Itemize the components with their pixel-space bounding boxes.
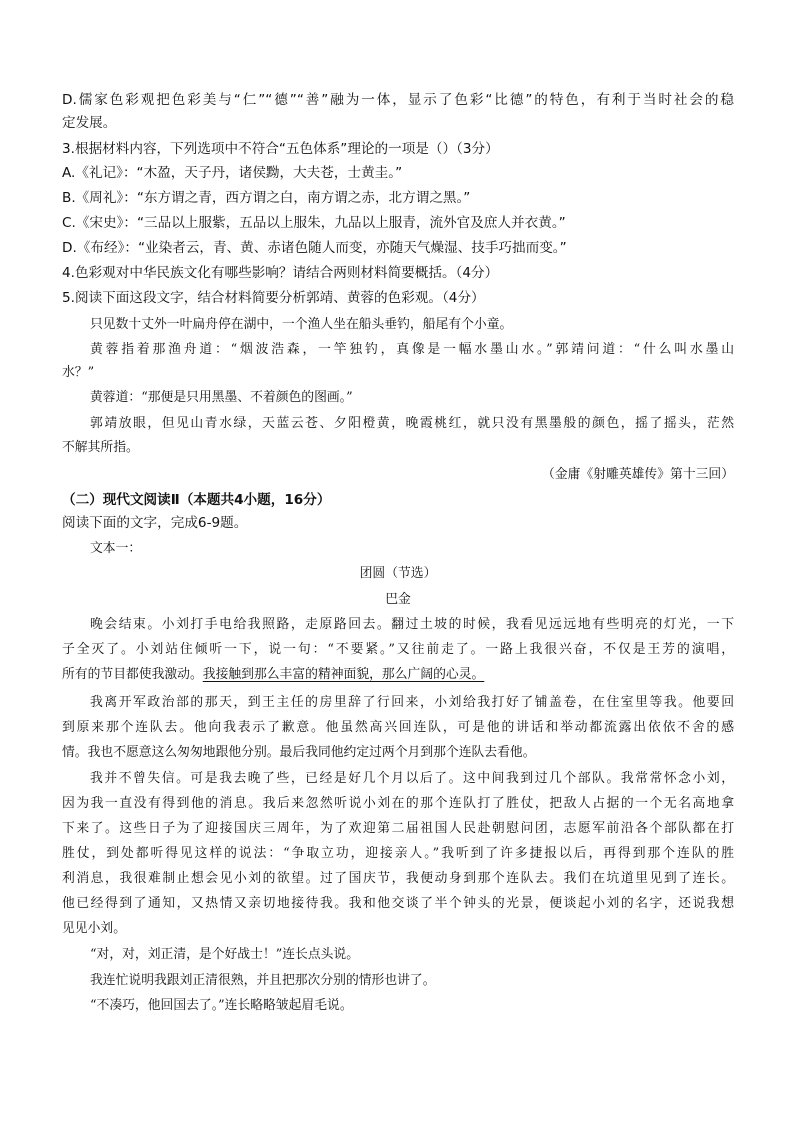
paragraph-3-line: 因为我一直没有得到他的消息。我后来忽然听说小刘在的那个连队打了胜仗，把敌人占据的一个无名高地拿 bbox=[62, 796, 734, 811]
paragraph-3-line: 胜仗，到处都听得见这样的说法：“争取立功，迎接亲人。”我听到了许多捷报以后，再得到那个连队的胜 bbox=[62, 846, 734, 861]
story-title: 团圆（节选） bbox=[359, 566, 437, 581]
question-5: 5.阅读下面这段文字，结合材料简要分析郭靖、黄蓉的色彩观。（4分） bbox=[62, 290, 485, 306]
excerpt-line: 水？” bbox=[62, 365, 95, 380]
paragraph-1-line: 晚会结束。小刘打手电给我照路，走原路回去。翻过土坡的时候，我看见远远地有些明亮的灯光，一下 bbox=[90, 617, 734, 632]
paragraph-2-line: 我离开军政治部的那天，到王主任的房里辞了行回来，小刘给我打好了铺盖卷，在住室里等我。他要回 bbox=[90, 695, 734, 710]
underlined-sentence: 我接触到那么丰富的精神面貌，那么广阔的心灵。 bbox=[202, 667, 485, 682]
excerpt-line: 黄蓉道：“那便是只用黑墨、不着颜色的图画。” bbox=[90, 390, 353, 405]
text-label: 文本一： bbox=[90, 541, 142, 556]
paragraph-3-line: 我并不曾失信。可是我去晚了些，已经是好几个月以后了。这中间我到过几个部队。我常常怀念小刘， bbox=[90, 771, 734, 786]
dialog-line: “不凑巧，他回国去了。”连长略略皱起眉毛说。 bbox=[90, 998, 353, 1013]
paragraph-3-line: 下来了。这些日子为了迎接国庆三周年，为了欢迎第二届祖国人民赴朝慰问团，志愿军前沿各个部队都在打 bbox=[62, 821, 734, 836]
paragraph-1-text: 所有的节目都使我激动。 bbox=[62, 667, 203, 682]
question-3-option-b: B.《周礼》：“东方谓之青，西方谓之白，南方谓之赤，北方谓之黑。” bbox=[62, 190, 471, 206]
paragraph-1-line bbox=[62, 664, 734, 686]
question-3-option-c: C.《宋史》：“三品以上服紫，五品以上服朱，九品以上服青，流外官及庶人并衣黄。” bbox=[62, 215, 566, 231]
question-3-option-d: D.《布经》：“业染者云，青、黄、赤诸色随人而变，亦随天气燥湿、技手巧拙而变。” bbox=[62, 240, 567, 256]
option-d-line2: 定发展。 bbox=[62, 115, 117, 131]
option-d-line1: D.儒家色彩观把色彩美与“仁”“德”“善”融为一体，显示了色彩“比德”的特色，有利于当时社会的稳 bbox=[62, 92, 734, 108]
question-3-option-a: A.《礼记》：“木盈，天子丹，诸侯黝，大夫苍，士黄圭。” bbox=[62, 165, 403, 181]
dialog-line: “对，对，刘正清，是个好战士！”连长点头说。 bbox=[90, 947, 360, 962]
section-title: （二）现代文阅读Ⅱ（本题共4小题，16分） bbox=[62, 492, 331, 508]
paragraph-2-line: 情。我也不愿意这么匆匆地跟他分别。最后我同他约定过两个月到那个连队去看他。 bbox=[62, 745, 536, 760]
excerpt-line: 不解其所指。 bbox=[62, 440, 139, 455]
question-4: 4.色彩观对中华民族文化有哪些影响？请结合两则材料简要概括。（4分） bbox=[62, 265, 499, 281]
question-3: 3.根据材料内容，下列选项中不符合“五色体系”理论的一项是（）（3分） bbox=[62, 141, 499, 157]
paragraph-2-line: 到原来那个连队去。他向我表示了歉意。他虽然高兴回连队，可是他的讲话和举动都流露出依依不舍的感 bbox=[62, 720, 734, 735]
dialog-line: 我连忙说明我跟刘正清很熟，并且把那次分别的情形也讲了。 bbox=[90, 973, 436, 988]
reading-instruction: 阅读下面的文字，完成6-9题。 bbox=[62, 515, 248, 531]
excerpt-line: 黄蓉指着那渔舟道：“烟波浩森，一竿独钓，真像是一幅水墨山水。”郭靖问道：“什么叫水墨山 bbox=[90, 342, 734, 357]
paragraph-1-line: 子全灭了。小刘站住倾听一下，说一句：“不要紧。”又往前走了。一路上我很兴奋，不仅是王芳的演唱， bbox=[62, 642, 734, 657]
paragraph-3-line: 利消息，我很难制止想会见小刘的欲望。过了国庆节，我便动身到那个连队去。我们在坑道里见到了连长。 bbox=[62, 871, 734, 886]
story-author: 巴金 bbox=[385, 592, 411, 607]
excerpt-source: （金庸《射雕英雄传》第十三回） bbox=[542, 467, 734, 482]
excerpt-line: 郭靖放眼，但见山青水绿，天蓝云苍、夕阳橙黄，晚霞桃红，就只没有黑墨般的颜色，摇了摇头，茫然 bbox=[90, 416, 734, 431]
paragraph-3-line: 见见小刘。 bbox=[62, 921, 126, 936]
paragraph-3-line: 他已经得到了通知，又热情又亲切地接待我。我和他交谈了半个钟头的光景，便谈起小刘的名字，还说我想 bbox=[62, 896, 734, 911]
excerpt-line: 只见数十丈外一叶扁舟停在湖中，一个渔人坐在船头垂钓，船尾有个小童。 bbox=[90, 317, 513, 332]
